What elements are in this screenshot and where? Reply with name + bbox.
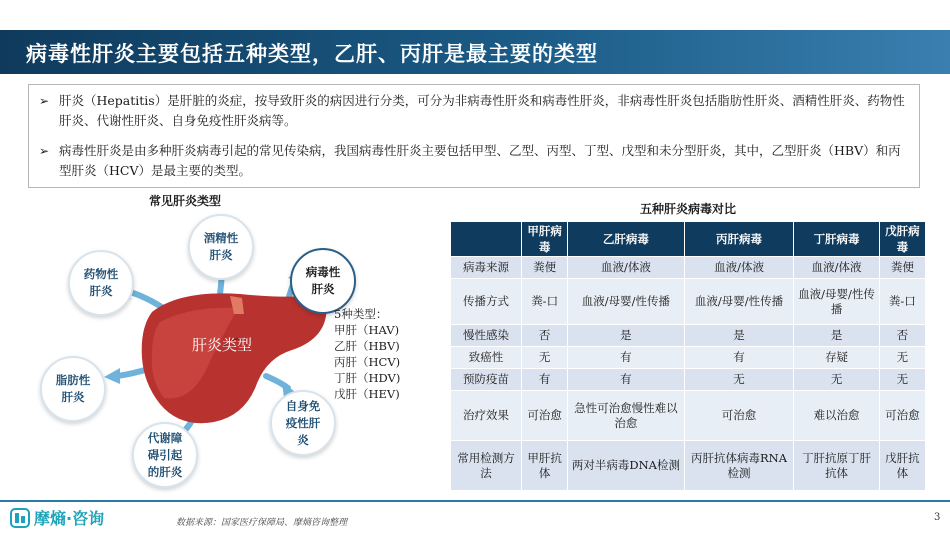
intro-box (28, 84, 920, 188)
footer-divider (0, 500, 950, 502)
table-cell: 戊肝抗体 (879, 441, 925, 491)
type-item: 乙肝（HBV) (334, 339, 400, 353)
table-row (451, 391, 926, 441)
table-cell: 有 (522, 369, 568, 391)
table-cell: 急性可治愈慢性难以治愈 (568, 391, 684, 441)
brand-name: 摩熵·咨询 (34, 509, 105, 528)
row-label: 慢性感染 (451, 325, 522, 347)
table-cell: 是 (794, 325, 879, 347)
table-row (451, 279, 926, 325)
table-cell: 无 (522, 347, 568, 369)
table-cell: 丙肝抗体病毒RNA检测 (684, 441, 794, 491)
table-header-cell: 丙肝病毒 (684, 222, 794, 257)
table-cell: 是 (684, 325, 794, 347)
bubble-drug: 药物性肝炎 (68, 250, 134, 316)
table-cell: 粪-口 (879, 279, 925, 325)
table-header-cell: 戊肝病毒 (879, 222, 925, 257)
bubble-alcohol: 酒精性肝炎 (188, 214, 254, 280)
type-item: 戊肝（HEV) (334, 387, 400, 401)
type-item: 丙肝（HCV) (334, 355, 401, 369)
brand-logo-icon (10, 508, 30, 528)
page-title: 病毒性肝炎主要包括五种类型，乙肝、丙肝是最主要的类型 (26, 41, 598, 66)
table-header-row (451, 222, 926, 257)
type-item: 丁肝（HDV) (334, 371, 401, 385)
table-header-cell: 甲肝病毒 (522, 222, 568, 257)
table-cell: 否 (522, 325, 568, 347)
table-cell: 血液/母婴/性传播 (568, 279, 684, 325)
table-cell: 有 (568, 347, 684, 369)
bubble-metabolic: 代谢障碍引起的肝炎 (132, 422, 198, 488)
row-label: 预防疫苗 (451, 369, 522, 391)
bubble-autoimmune: 自身免疫性肝炎 (270, 390, 336, 456)
arrow-bullet-icon: ➢ (39, 144, 50, 158)
row-label: 传播方式 (451, 279, 522, 325)
virus-type-list (334, 306, 400, 402)
table-header-cell (451, 222, 522, 257)
table-cell: 血液/体液 (794, 257, 879, 279)
table-row (451, 325, 926, 347)
page-number: 3 (934, 512, 941, 523)
type-item: 甲肝（HAV) (334, 323, 400, 337)
table-cell: 无 (794, 369, 879, 391)
row-label: 常用检测方法 (451, 441, 522, 491)
table-cell: 甲肝抗体 (522, 441, 568, 491)
table-cell: 粪便 (879, 257, 925, 279)
table-header-cell: 乙肝病毒 (568, 222, 684, 257)
bullet-text: 病毒性肝炎是由多种肝炎病毒引起的常见传染病，我国病毒性肝炎主要包括甲型、乙型、丙型、丁型、戊型和未分型肝炎，其中，乙型肝炎（HBV）和丙型肝炎（HCV）是最主要的类型。 (59, 143, 901, 178)
table-row (451, 257, 926, 279)
diagram-title: 常见肝炎类型 (148, 194, 221, 208)
table-header-cell: 丁肝病毒 (794, 222, 879, 257)
table-cell: 否 (879, 325, 925, 347)
data-source-note: 数据来源：国家医疗保障局、摩熵咨询整理 (176, 518, 348, 528)
bubble-fatty: 脂肪性肝炎 (40, 356, 106, 422)
table-cell: 有 (684, 347, 794, 369)
table-cell: 血液/体液 (684, 257, 794, 279)
table-cell: 无 (879, 369, 925, 391)
virus-comparison-table (450, 221, 926, 491)
table-cell: 存疑 (794, 347, 879, 369)
table-cell: 粪便 (522, 257, 568, 279)
table-cell: 无 (684, 369, 794, 391)
table-cell: 血液/母婴/性传播 (794, 279, 879, 325)
table-cell: 两对半病毒DNA检测 (568, 441, 684, 491)
bullet-item (39, 91, 909, 131)
table-cell: 可治愈 (522, 391, 568, 441)
liver-center-label: 肝炎类型 (191, 336, 253, 354)
arrow-bullet-icon: ➢ (39, 94, 50, 108)
table-cell: 难以治愈 (794, 391, 879, 441)
row-label: 治疗效果 (451, 391, 522, 441)
table-cell: 是 (568, 325, 684, 347)
table-title: 五种肝炎病毒对比 (639, 202, 736, 216)
type-list-heading: 5种类型： (334, 307, 388, 321)
table-cell: 可治愈 (879, 391, 925, 441)
bullet-text: 肝炎（Hepatitis）是肝脏的炎症，按导致肝炎的病因进行分类，可分为非病毒性肝炎和病毒性肝炎，非病毒性肝炎包括脂肪性肝炎、酒精性肝炎、药物性肝炎、代谢性肝炎、自身免疫性肝炎病等。 (59, 93, 905, 128)
title-bar (0, 30, 950, 74)
table-cell: 丁肝抗原丁肝抗体 (794, 441, 879, 491)
table-row (451, 441, 926, 491)
table-cell: 有 (568, 369, 684, 391)
table-row (451, 369, 926, 391)
table-row (451, 347, 926, 369)
row-label: 病毒来源 (451, 257, 522, 279)
row-label: 致癌性 (451, 347, 522, 369)
table-cell: 可治愈 (684, 391, 794, 441)
table-cell: 血液/母婴/性传播 (684, 279, 794, 325)
brand-logo (10, 506, 104, 529)
bubble-viral: 病毒性肝炎 (290, 248, 356, 314)
bullet-item (39, 141, 909, 181)
table-cell: 无 (879, 347, 925, 369)
hepatitis-types-diagram (30, 190, 440, 500)
table-cell: 血液/体液 (568, 257, 684, 279)
table-cell: 粪-口 (522, 279, 568, 325)
